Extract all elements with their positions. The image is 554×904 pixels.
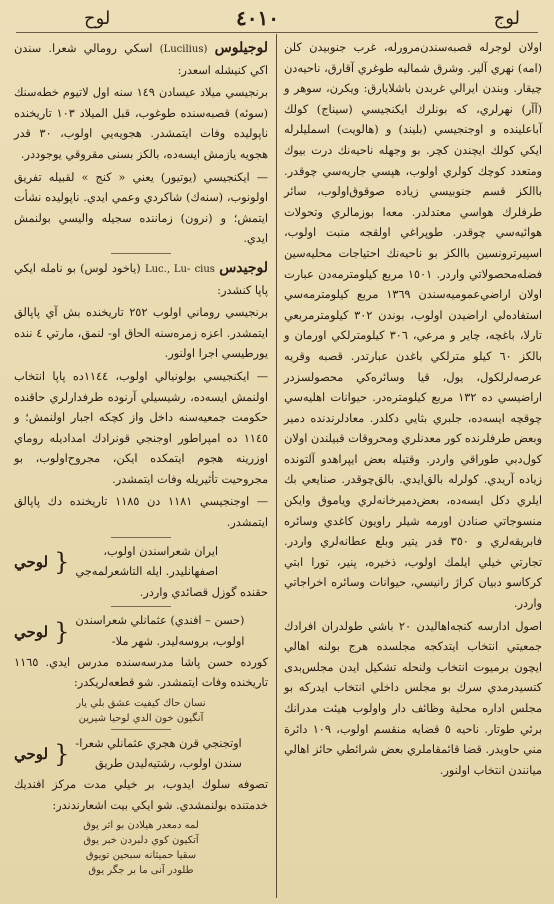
entry-separator: [111, 537, 171, 538]
entry-text: [14, 83, 268, 165]
entry-line: — ايكنجيسي بولونيالي اولوب، ١١٤٤ده: [72, 369, 268, 383]
entry-title: لوجيدس: [219, 259, 269, 276]
entry-line: سندن اولوب، رشتيه‌لیدن طريق: [94, 757, 242, 771]
verse-line: آنگيون خون الدي لوحيا شيرين: [78, 712, 204, 724]
column-divider: [276, 34, 277, 898]
entry-line: (حسن – افندي) عثمانلي شعراسندن: [75, 614, 245, 628]
body-paragraph: اصول ادارسه كنجه‌اهاليدن ٢٠ باشي طولدران افرادك جمعيتي انتخاب ايتدكجه مجلسده هرج بولنه اهالي ايچون برميوت انتخاب ولنحله تشكيل ايدن مجلس‌بدى كتسيدرمدي سرك بو مجلس داخلي انتخاب ايدركه بو مجلس اداره محلية وظائف دار واولوب هيئت مدرانك برئي طوتار. ناحيه ٥ قضايه منقسم اولوب، ١٠٩ دائرة مني حاويدر. قضا قائمقاملري بعض شرائطي حائز اهالي ميانندن انتخاب اولنور.: [284, 619, 542, 777]
entry-separator: [111, 253, 171, 254]
entry-text: [14, 492, 268, 533]
entry-line: بش آي پاپالق ايتمشدر. اعزه زمره‌سنه الحاق او-: [14, 306, 268, 340]
verse-line: آتكيون كوي دلبردن خبر يوق: [83, 835, 199, 847]
entry-title: لوحي: [14, 622, 49, 641]
entry-line: سندن اكي كنيشله اسعدر:: [14, 42, 268, 77]
entry-title: لوحي: [14, 552, 49, 571]
entry-text: [14, 367, 268, 491]
entry-line: ١٠٣ تاريخنده ناپولیده وفات ايتمشدر. هجويه‌يي: [14, 106, 268, 141]
entry-lavhi-2: [14, 611, 268, 652]
brace-icon: {: [54, 618, 70, 647]
page-header: [0, 6, 554, 30]
entry-line: ناپوليده نشأت ايتمش؛ و (نرون) زماننده سجيله: [14, 191, 269, 225]
entry-line: ايتمكده ايكن، مجروح‌اولوب، بو مجروحيت تأثيريله وفات: [14, 452, 268, 486]
header-rule: [16, 32, 538, 33]
entry-line: — ايكنجيسي (يوتيور) يعني « كنج » لقبيله: [48, 170, 269, 184]
entry-line: اوتجنجي قرن هجري عثمانلي شعرا-: [75, 736, 242, 750]
entry-line: خدمتنده بولنمشدي. شو ايكي بيت اشعارندندر:: [52, 798, 268, 812]
entry-lavhi-3: [14, 734, 268, 775]
entry-line: تصوفه سلوك ايدوب، بر خيلي مدت مركز افنديك: [14, 778, 268, 791]
verse-line: طلودر آنی ما بر جگر يوق: [88, 865, 194, 877]
entry-text: [14, 168, 268, 250]
brace-icon: {: [54, 548, 70, 577]
entry-lucius: [14, 258, 268, 534]
entry-separator: [111, 606, 171, 607]
entry-line: اولوب، بروسه‌ليدر. شهر ملا-: [111, 635, 245, 649]
entry-heading: [14, 38, 268, 81]
verse-line: لمه دمعدر هيلادن بو اثر يوق: [83, 820, 199, 832]
page-number: ٤٠١٠: [236, 6, 279, 30]
verse-line: سقيا حميثانه سبحين تويوق: [85, 850, 197, 862]
entry-lavhi-1: [14, 542, 268, 583]
verse-block: [14, 696, 268, 726]
entry-line: اصفهانليدر. ايله التاشعرلمه‌جي: [75, 565, 219, 579]
entry-text: [75, 611, 244, 652]
entry-line: خطه‌سنك (سوئه) قصبه‌سنده طوغوب، قبل الميلاد: [14, 86, 269, 120]
entry-text: [14, 775, 268, 816]
entry-line: حقنده گوزل قصائدي واردر.: [139, 585, 268, 599]
entry-separator: [111, 729, 171, 730]
entry-title: لوحي: [14, 745, 49, 764]
entry-text: [14, 303, 268, 365]
entry-title: لوجيلوس: [214, 40, 268, 56]
entry-line: دك پاپالق ايتمشدر.: [14, 495, 268, 530]
entry-line: ايران شعراسندن اولوب،: [103, 544, 219, 558]
right-column: [284, 38, 542, 783]
latin-name: Luc., Lu-: [144, 263, 191, 275]
entry-text: [75, 734, 241, 775]
entry-line: اولوب، ٣٠ قدر هجويه يازمش ايسه‌ده، بالكز: [14, 127, 268, 161]
entry-line: برنجيسي ميلاد عيسادن ١٤٩ سنه اول لاتيوم: [62, 86, 269, 100]
entry-text: [14, 583, 268, 604]
entry-line: اسكي رومالي شعرا.: [48, 42, 153, 55]
entry-line: اوجنجي قونرادك امداديله روماي اوزرينه هجوم: [14, 431, 269, 466]
entry-lucilius: [14, 38, 268, 250]
entry-line: — اوجنجيسي ١١٨١ دن ١١٨٥ تاريخنده: [69, 495, 269, 509]
header-left-word: لوح: [84, 8, 111, 29]
entry-line: برنجيسي روماني اولوب ٢٥٢ تاريخنده: [86, 306, 269, 320]
entry-line: (ياخود لوس) بو نامله ايكي پاپا كنشدر:: [14, 261, 268, 297]
entry-line: كورده حسن پاشا مدرسه‌سنده مدرس ايدي.: [45, 655, 268, 669]
verse-block: [14, 818, 268, 878]
entry-line: كچكه اجبار اولنمش؛ و ١١٤٥ ده امپراطور: [14, 411, 269, 445]
entry-text: [14, 653, 268, 694]
entry-line: لنمق، مارتي ٤ ننده يورطيسي اجرا اولنور.: [14, 326, 268, 361]
entry-line: واليسي بولنمش ايدي.: [14, 211, 268, 246]
entry-line: پاپا انتخاب اولنمش ايسه‌ده، رشيسيلي آرنوده: [14, 369, 268, 404]
header-right-word: لوج: [493, 8, 520, 29]
entry-line: طرفدارلري حاقنده حكومت جمعيه‌سنه داخل واز: [14, 390, 269, 425]
entry-heading: [14, 258, 268, 301]
verse-line: نسان حاك كيفيت عشق بلي يار: [76, 697, 206, 709]
entry-text: [75, 542, 218, 583]
latin-name-cont: cius: [194, 263, 215, 275]
entry-line: ١١٦٥ تاريخنده وفات ايتمشدر. شو قطعه‌لريكدر:: [14, 655, 268, 690]
body-paragraph: اولان لوجرله قصبه‌سندن‌مرورله، غرب جنوبيدن كلن (امه) نهري آلير. وشرق شماليه طوغري آقارق، ناحیه‌دن چيقار. وبندن ايرالي غربدن باشلايارق: ويكرن، سوهر و (آآر) نهرلري، كه بونلرك ايكنجيسي (سيناج) كولك آباعلينده و اوجنجيسي (بليند) و (هالويت) اسمليلرله ايكي كولك ايچندن كچر. بو وجهله ناحيه‌نك درت بيوك ومتعدد كوچك كولري اولوب، هپسي جاريه‌سي چوقدر. باالكز قسم جنوبيسي زياده صوقوق‌اولوب، سائر طرفلرك هواسي معتدلدر. معه‌ا بوزمالري وتحولات هوائيه‌سي چوقدر. طوپراغي اولقجه منبت اولوب، اسپيرترونسين باالكز بو ناحيه‌نك احتياجات محليه‌سين فضله‌محصولاتي واردر. ١٥٠١ مربع كيلومترمه‌دن عبارت اولان اراضي‌عموميه‌سندن ١٣٦٩ مربع كيلومترمه‌سي استفاده‌لي اراضيدن اولوب، بوندن ٣٠٢ كيلومترمربعي تارلا، باغچه، چاير و مرعي، ٣٠٦ كيلومترلكي اورمان و بالكز ٦٠ كيلو مترلكي باغدن عبارتدر. قصبه وقريه عرصه‌لرلكول، يول، قيا وسائره‌كي محصولسزدر اراضيسي ده ١٣٢ مربع كيلومتره‌در. حيوانات اهليه‌سي چوقچه ايسه‌ده، جلبري بثايي دكلدر. معادلرندنده دمير وبعض طرفلرنده كور معدنلري ومحروقات قبيلندن اولان كول‌دبي طوراقي واردر. وقتيله بعض ايپراهدو آلتونده زياده آريدي. كولرله بالق‌ايدي. بالق‌چوقدر. صنايعي بك ايلري دكل ايسه‌ده، بعض‌دميرخانه‌لري وياموق وايكن منسوجاتي صنادن اورمه شيلر راويون كاغدي وسائره فابريقه‌لري و ٣٥٠ قدر يتير وبلع عطانه‌لري واردر. تجارتي خيلي ايلمك اولوب، ذخيره، پنير، تورا ابتي كركاسو دبيان كراژ رانيسي، حيوانات وسائره اخراجاتي واردر.: [284, 41, 543, 611]
entry-line: بسنی مقروقي يوجوددر.: [20, 147, 134, 161]
entry-line: تفريق اولونوب، (سنه‌ك) شاكردي وعمي ايدي.: [14, 170, 269, 205]
left-column: [14, 38, 268, 880]
brace-icon: {: [54, 740, 70, 769]
latin-name: (Lucilius): [159, 44, 208, 55]
entry-line: ايتمشدر.: [112, 472, 154, 486]
